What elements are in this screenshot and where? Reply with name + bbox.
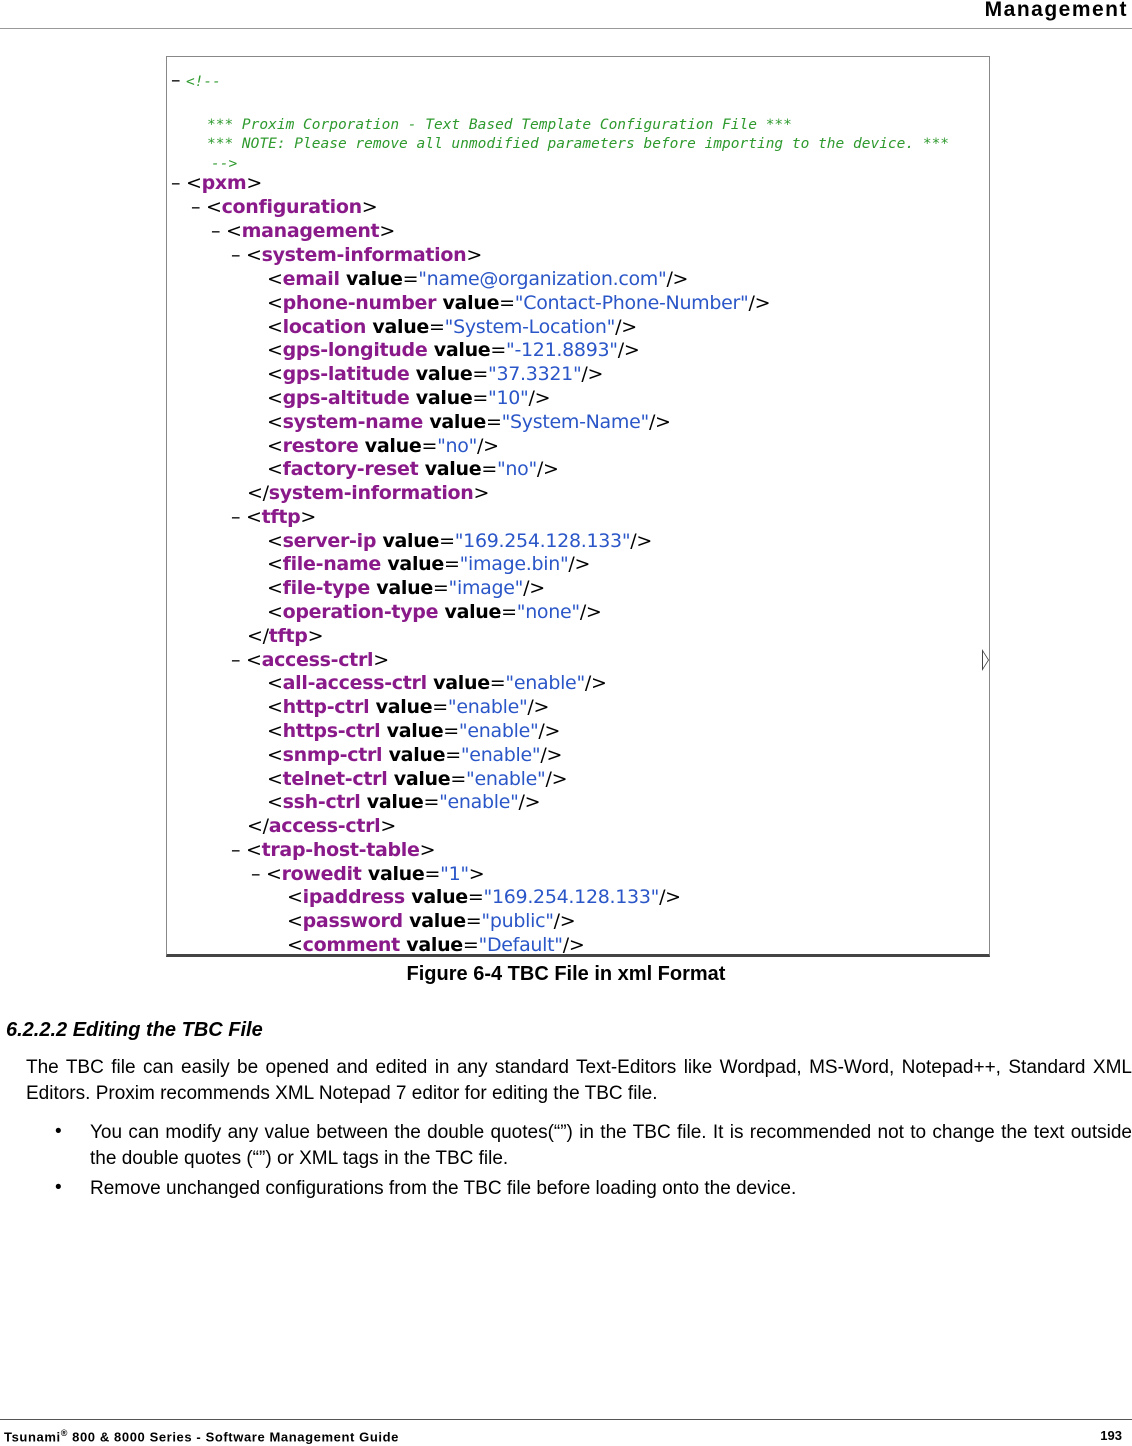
- xml-token: =: [490, 339, 507, 361]
- xml-token: pxm: [201, 172, 247, 194]
- xml-token: "Default": [478, 934, 563, 956]
- xml-token: />: [545, 768, 568, 790]
- xml-token: =: [424, 863, 441, 885]
- xml-token: =: [501, 601, 517, 623]
- xml-token: <: [245, 649, 262, 671]
- xml-token: >: [419, 839, 436, 861]
- xml-token: <: [267, 339, 283, 361]
- xml-token: >: [300, 506, 317, 528]
- xml-token: value: [404, 886, 468, 908]
- footer-reg-mark: ®: [60, 1428, 68, 1438]
- xml-token: <: [267, 268, 283, 290]
- xml-token: =: [402, 268, 419, 290]
- xml-line: [247, 482, 489, 504]
- xml-token: value: [369, 577, 433, 599]
- xml-token: value: [369, 696, 433, 718]
- xml-line: [287, 934, 584, 956]
- xml-token: =: [432, 696, 448, 718]
- xml-token: all-access-ctrl: [282, 672, 427, 694]
- xml-token: />: [568, 553, 591, 575]
- xml-token: value: [387, 768, 451, 790]
- xml-token: <: [245, 244, 262, 266]
- collapse-toggle[interactable]: –: [191, 196, 206, 218]
- section-paragraph: The TBC file can easily be opened and edited in any standard Text-Editors like Wordpad, MS-Word, Notepad++, Standard XML Editors. Proxim recommends XML Notepad 7 editor for editing the TBC file.: [26, 1057, 1132, 1104]
- xml-token: />: [523, 577, 545, 599]
- xml-token: location: [282, 316, 367, 338]
- xml-token: value: [409, 363, 473, 385]
- xml-token: =: [439, 530, 455, 552]
- xml-token: =: [423, 791, 440, 813]
- xml-token: "enable": [447, 696, 528, 718]
- xml-token: <: [287, 934, 303, 956]
- xml-line: [267, 672, 607, 694]
- collapse-toggle[interactable]: –: [231, 839, 246, 861]
- xml-token: https-ctrl: [282, 720, 381, 742]
- footer-doc-rest: 800 & 8000 Series - Software Management Guide: [67, 1429, 399, 1445]
- xml-token: </: [247, 815, 269, 837]
- xml-line: [267, 601, 602, 623]
- xml-token: >: [361, 196, 378, 218]
- xml-line: [231, 506, 316, 528]
- xml-token: password: [302, 910, 403, 932]
- xml-line: [267, 387, 550, 409]
- xml-token: <: [267, 363, 283, 385]
- xml-line: [267, 268, 688, 290]
- xml-line: [211, 220, 395, 242]
- xml-token: <: [245, 506, 262, 528]
- xml-token: value: [402, 910, 466, 932]
- xml-line: [267, 553, 590, 575]
- xml-token: <: [267, 577, 283, 599]
- xml-line: [267, 791, 540, 813]
- xml-token: <: [267, 316, 283, 338]
- xml-token: />: [536, 458, 559, 480]
- xml-token: "169.254.128.133": [454, 530, 631, 552]
- xml-token: />: [538, 720, 561, 742]
- xml-token: tftp: [268, 625, 308, 647]
- xml-token: <: [267, 458, 283, 480]
- collapse-toggle[interactable]: –: [171, 69, 186, 91]
- section-heading: 6.2.2.2 Editing the TBC File: [6, 1019, 263, 1041]
- xml-token: access-ctrl: [268, 815, 381, 837]
- xml-token: />: [648, 411, 671, 433]
- xml-token: gps-latitude: [282, 363, 410, 385]
- xml-token: <: [287, 910, 303, 932]
- xml-token: phone-number: [282, 292, 437, 314]
- xml-token: />: [581, 363, 604, 385]
- header-rule: [0, 28, 1132, 29]
- xml-line: [171, 69, 221, 93]
- xml-token: />: [659, 886, 681, 908]
- xml-token: />: [562, 934, 585, 956]
- xml-token: =: [462, 934, 479, 956]
- xml-token: />: [540, 744, 563, 766]
- xml-token: "enable": [460, 744, 541, 766]
- xml-token: <: [267, 696, 283, 718]
- xml-line: [267, 744, 562, 766]
- xml-token: <: [205, 196, 222, 218]
- xml-token: "enable": [466, 768, 546, 790]
- xml-token: *** NOTE: Please remove all unmodified parameters before importing to the device. ***: [207, 136, 950, 152]
- scroll-arrow-icon: [982, 649, 989, 671]
- footer-product: Tsunami: [4, 1429, 61, 1445]
- xml-token: system-information: [261, 244, 467, 266]
- xml-token: >: [473, 482, 490, 504]
- xml-token: =: [472, 387, 489, 409]
- xml-token: <: [267, 768, 283, 790]
- xml-token: <: [267, 744, 283, 766]
- xml-token: "169.254.128.133": [483, 886, 660, 908]
- collapse-toggle[interactable]: –: [171, 172, 186, 194]
- xml-token: value: [380, 720, 444, 742]
- xml-token: />: [579, 601, 602, 623]
- xml-line: [231, 649, 389, 671]
- xml-token: >: [468, 863, 485, 885]
- xml-token: "System-Location": [444, 316, 616, 338]
- xml-token: />: [518, 791, 541, 813]
- xml-token: "37.3321": [488, 363, 582, 385]
- xml-token: =: [445, 744, 461, 766]
- xml-token: <: [267, 553, 283, 575]
- xml-line: [267, 411, 671, 433]
- xml-line: [251, 863, 484, 885]
- xml-token: *** Proxim Corporation - Text Based Template Configuration File ***: [207, 117, 792, 133]
- xml-token: >: [379, 220, 395, 242]
- xml-token: "image": [448, 577, 524, 599]
- xml-token: "name@organization.com": [418, 268, 667, 290]
- collapse-toggle[interactable]: –: [231, 244, 246, 266]
- xml-token: =: [443, 720, 459, 742]
- xml-line: [191, 196, 377, 218]
- xml-token: value: [423, 411, 486, 433]
- xml-line: [247, 815, 396, 837]
- xml-line: [267, 458, 559, 480]
- xml-line: [287, 886, 681, 908]
- xml-token: access-ctrl: [261, 649, 374, 671]
- xml-line: [267, 316, 637, 338]
- xml-token: "1": [440, 863, 469, 885]
- xml-token: =: [472, 363, 489, 385]
- xml-token: =: [443, 553, 460, 575]
- xml-token: "none": [516, 601, 580, 623]
- xml-token: gps-longitude: [282, 339, 428, 361]
- xml-token: restore: [282, 435, 359, 457]
- footer-doc-title: [4, 1428, 399, 1444]
- xml-token: =: [489, 672, 506, 694]
- xml-token: "public": [481, 910, 554, 932]
- xml-token: "enable": [439, 791, 519, 813]
- xml-token: >: [246, 172, 262, 194]
- xml-token: value: [427, 339, 491, 361]
- xml-token: />: [584, 672, 607, 694]
- xml-token: system-name: [282, 411, 424, 433]
- xml-token: telnet-ctrl: [282, 768, 388, 790]
- xml-token: =: [432, 577, 449, 599]
- xml-token: value: [436, 292, 500, 314]
- xml-token: management: [241, 220, 380, 242]
- xml-line: [267, 339, 639, 361]
- xml-line: [267, 292, 770, 314]
- xml-line: [207, 131, 949, 155]
- xml-token: />: [527, 696, 550, 718]
- xml-token: value: [339, 268, 403, 290]
- xml-token: snmp-ctrl: [282, 744, 383, 766]
- xml-line: [267, 435, 499, 457]
- xml-token: >: [373, 649, 389, 671]
- xml-token: <: [267, 530, 283, 552]
- page-header-title: Management: [984, 0, 1128, 21]
- xml-token: value: [409, 387, 473, 409]
- xml-token: value: [382, 744, 446, 766]
- xml-token: <: [267, 435, 283, 457]
- xml-token: email: [282, 268, 340, 290]
- xml-token: value: [376, 530, 440, 552]
- xml-token: "Contact-Phone-Number": [514, 292, 749, 314]
- xml-token: =: [421, 435, 438, 457]
- xml-token: <: [225, 220, 242, 242]
- xml-token: "no": [496, 458, 537, 480]
- xml-figure: [166, 56, 990, 957]
- xml-line: [287, 910, 575, 932]
- xml-token: factory-reset: [282, 458, 419, 480]
- xml-token: configuration: [221, 196, 362, 218]
- xml-line: [267, 768, 567, 790]
- xml-line: [267, 696, 549, 718]
- xml-token: </: [247, 625, 269, 647]
- xml-token: gps-altitude: [282, 387, 410, 409]
- xml-token: value: [366, 316, 430, 338]
- xml-token: =: [429, 316, 445, 338]
- footer-rule: [0, 1419, 1132, 1420]
- xml-token: http-ctrl: [282, 696, 370, 718]
- xml-line: [247, 625, 323, 647]
- xml-token: value: [399, 934, 463, 956]
- xml-token: <: [267, 601, 283, 623]
- xml-token: =: [485, 411, 502, 433]
- xml-token: <!--: [185, 74, 221, 90]
- xml-token: =: [499, 292, 515, 314]
- footer-page-number: 193: [1100, 1428, 1122, 1443]
- xml-token: "enable": [505, 672, 585, 694]
- xml-token: operation-type: [282, 601, 439, 623]
- xml-token: "enable": [458, 720, 539, 742]
- xml-line: [171, 172, 262, 194]
- xml-line: [231, 244, 482, 266]
- xml-token: server-ip: [282, 530, 377, 552]
- xml-line: [267, 530, 652, 552]
- xml-token: =: [481, 458, 497, 480]
- xml-token: ipaddress: [302, 886, 405, 908]
- xml-token: />: [553, 910, 576, 932]
- xml-token: value: [381, 553, 444, 575]
- xml-token: rowedit: [281, 863, 362, 885]
- xml-token: <: [267, 720, 283, 742]
- xml-token: <: [265, 863, 282, 885]
- xml-token: value: [358, 435, 422, 457]
- xml-token: value: [360, 791, 424, 813]
- collapse-toggle[interactable]: –: [251, 863, 266, 885]
- xml-token: "-121.8893": [506, 339, 618, 361]
- xml-token: />: [528, 387, 551, 409]
- bullet-item: You can modify any value between the double quotes(“”) in the TBC file. It is recommended not to change the text outside the double quotes (“”) or XML tags in the TBC file.: [90, 1122, 1132, 1169]
- xml-token: value: [426, 672, 490, 694]
- bullet-icon: •: [55, 1121, 62, 1142]
- xml-token: system-information: [268, 482, 474, 504]
- xml-token: <: [287, 886, 303, 908]
- xml-token: "10": [488, 387, 529, 409]
- xml-token: file-type: [282, 577, 370, 599]
- xml-token: />: [617, 339, 640, 361]
- xml-token: />: [615, 316, 637, 338]
- bullet-icon: •: [55, 1177, 62, 1198]
- xml-token: />: [477, 435, 499, 457]
- xml-token: <: [267, 791, 283, 813]
- xml-token: />: [748, 292, 771, 314]
- xml-token: />: [666, 268, 689, 290]
- xml-token: <: [267, 672, 283, 694]
- xml-token: <: [267, 292, 283, 314]
- xml-token: >: [466, 244, 482, 266]
- xml-token: value: [438, 601, 502, 623]
- collapse-toggle[interactable]: –: [231, 649, 246, 671]
- xml-token: >: [307, 625, 324, 647]
- xml-token: =: [467, 886, 484, 908]
- xml-token: >: [380, 815, 397, 837]
- xml-token: =: [465, 910, 482, 932]
- xml-token: <: [267, 411, 283, 433]
- figure-caption: Figure 6-4 TBC File in xml Format: [406, 963, 726, 985]
- xml-token: </: [247, 482, 269, 504]
- bullet-item: Remove unchanged configurations from the TBC file before loading onto the device.: [90, 1178, 797, 1199]
- xml-token: value: [418, 458, 482, 480]
- xml-token: "no": [437, 435, 478, 457]
- xml-token: tftp: [261, 506, 301, 528]
- xml-token: ssh-ctrl: [282, 791, 361, 813]
- xml-line: [267, 720, 560, 742]
- xml-line: [267, 577, 545, 599]
- collapse-toggle[interactable]: –: [231, 506, 246, 528]
- xml-token: trap-host-table: [261, 839, 420, 861]
- xml-token: <: [245, 839, 262, 861]
- xml-token: comment: [302, 934, 400, 956]
- xml-token: =: [450, 768, 466, 790]
- xml-line: [231, 839, 435, 861]
- xml-token: <: [267, 387, 283, 409]
- xml-token: -->: [211, 156, 238, 172]
- xml-token: <: [185, 172, 202, 194]
- xml-token: file-name: [282, 553, 382, 575]
- xml-token: "image.bin": [459, 553, 569, 575]
- xml-line: [267, 363, 603, 385]
- xml-token: "System-Name": [501, 411, 649, 433]
- xml-token: />: [630, 530, 653, 552]
- collapse-toggle[interactable]: –: [211, 220, 226, 242]
- xml-token: value: [361, 863, 425, 885]
